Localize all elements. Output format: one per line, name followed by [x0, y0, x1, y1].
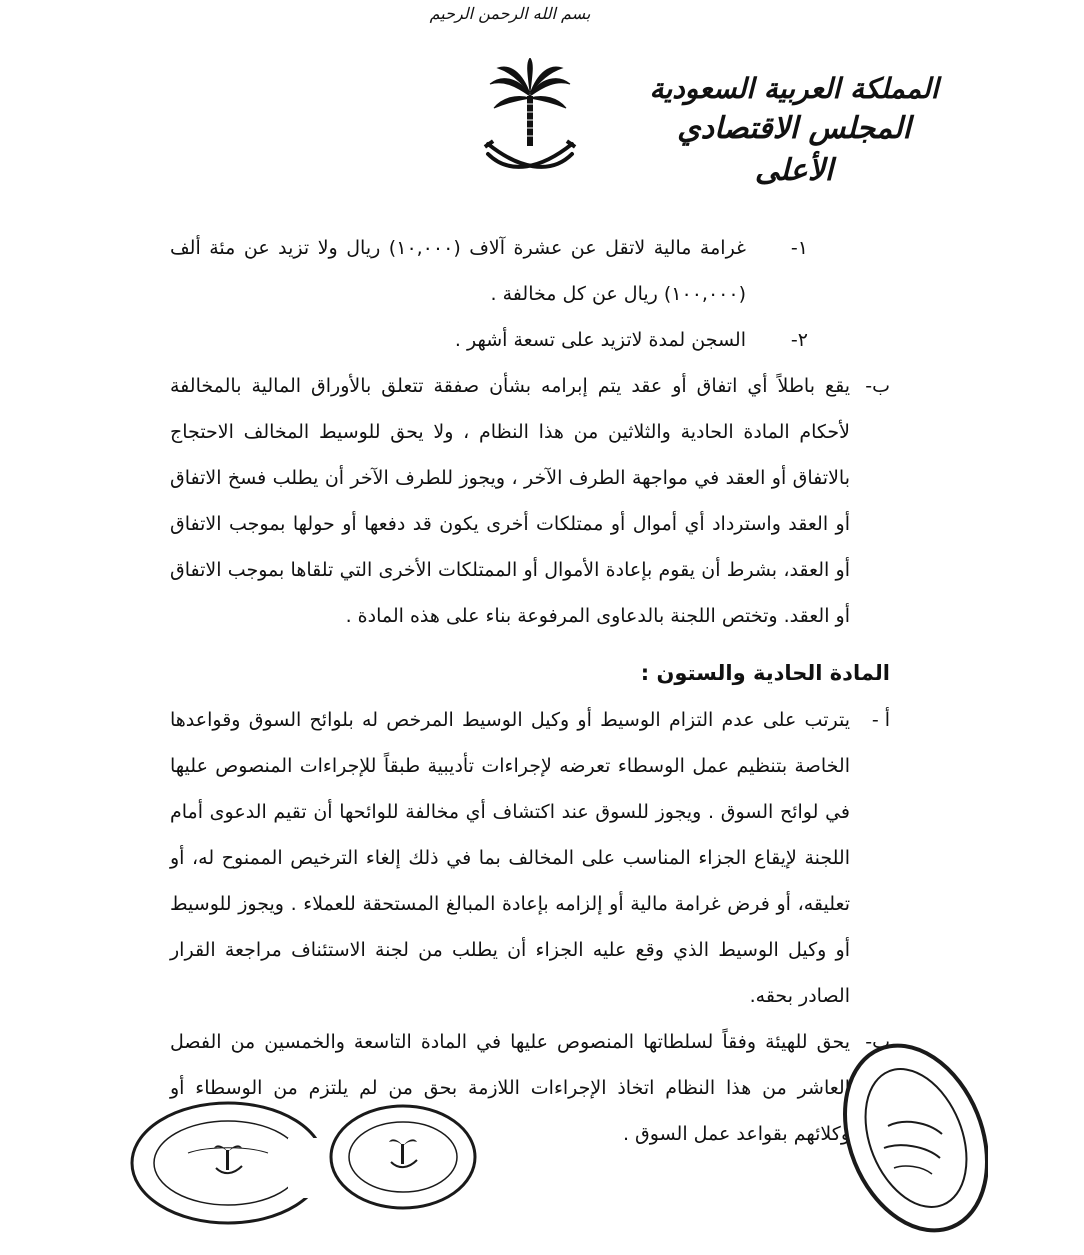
- article-heading: المادة الحادية والستون :: [640, 661, 890, 685]
- item-number: ١-: [790, 237, 808, 259]
- item-letter: ب-: [865, 375, 890, 397]
- seal-stamp-right-icon: [838, 1038, 988, 1238]
- letterhead: [644, 70, 944, 192]
- item-letter: أ -: [871, 709, 890, 731]
- list-item: [170, 363, 890, 639]
- list-item: [170, 697, 890, 1019]
- basmala: بسم الله الرحمن الرحيم: [429, 4, 591, 23]
- list-item: [170, 317, 890, 363]
- item-number: ٢-: [790, 329, 808, 351]
- council-name: المجلس الاقتصادي الأعلى: [677, 111, 911, 188]
- saudi-emblem-icon: [480, 58, 580, 183]
- kingdom-name: المملكة العربية السعودية: [649, 72, 939, 105]
- item-text: غرامة مالية لاتقل عن عشرة آلاف (١٠,٠٠٠) ريال ولا تزيد عن مئة ألف (١٠٠,٠٠٠) ريال عن كل مخالفة .: [170, 237, 746, 305]
- list-item: [170, 225, 890, 317]
- seal-stamp-middle-icon: [328, 1102, 478, 1212]
- item-text: يقع باطلاً أي اتفاق أو عقد يتم إبرامه بشأن صفقة تتعلق بالأوراق المالية بالمخالفة لأحكام المادة الحادية والثلاثين من هذا النظام ، ولا يحق للوسيط المخالف الاحتجاج بالاتفاق أو العقد في مواجهة الطرف الآخر ، ويجوز للطرف الآخر أن يطلب فسخ الاتفاق أو العقد واسترداد أي أموال أو ممتلكات أخرى يكون قد دفعها أو حولها بموجب الاتفاق أو العقد، بشرط أن يقوم بإعادة الأموال أو الممتلكات الأخرى التي تلقاها بموجب الاتفاق أو العقد. وتختص اللجنة بالدعاوى المرفوعة بناء على هذه المادة .: [170, 375, 850, 627]
- item-letter: ب-: [865, 1031, 890, 1053]
- document-body: [170, 225, 890, 1157]
- item-text: السجن لمدة لاتزيد على تسعة أشهر .: [454, 329, 746, 351]
- seal-stamp-left-icon: [128, 1098, 328, 1228]
- item-text: يترتب على عدم التزام الوسيط أو وكيل الوسيط المرخص له بلوائح السوق وقواعدها الخاصة بتنظيم عمل الوسطاء تعرضه لإجراءات تأديبية طبقاً للإجراءات المنصوص عليها في لوائح السوق . ويجوز للسوق عند اكتشاف أي مخالفة للوائحها أن تقيم الدعوى أمام اللجنة لإيقاع الجزاء المناسب على المخالف بما في ذلك إلغاء الترخيص الممنوح له، أو تعليقه، أو فرض غرامة مالية أو إلزامه بإعادة المبالغ المستحقة للعملاء . ويجوز للوسيط أو وكيل الوسيط الذي وقع عليه الجزاء أن يطلب من لجنة الاستئناف مراجعة القرار الصادر بحقه.: [170, 709, 850, 1007]
- item-text: يحق للهيئة وفقاً لسلطاتها المنصوص عليها في المادة التاسعة والخمسين من الفصل العاشر من هذا النظام اتخاذ الإجراءات اللازمة بحق من لم يلتزم من الوسطاء أو وكلائهم بقواعد عمل السوق .: [170, 1031, 850, 1145]
